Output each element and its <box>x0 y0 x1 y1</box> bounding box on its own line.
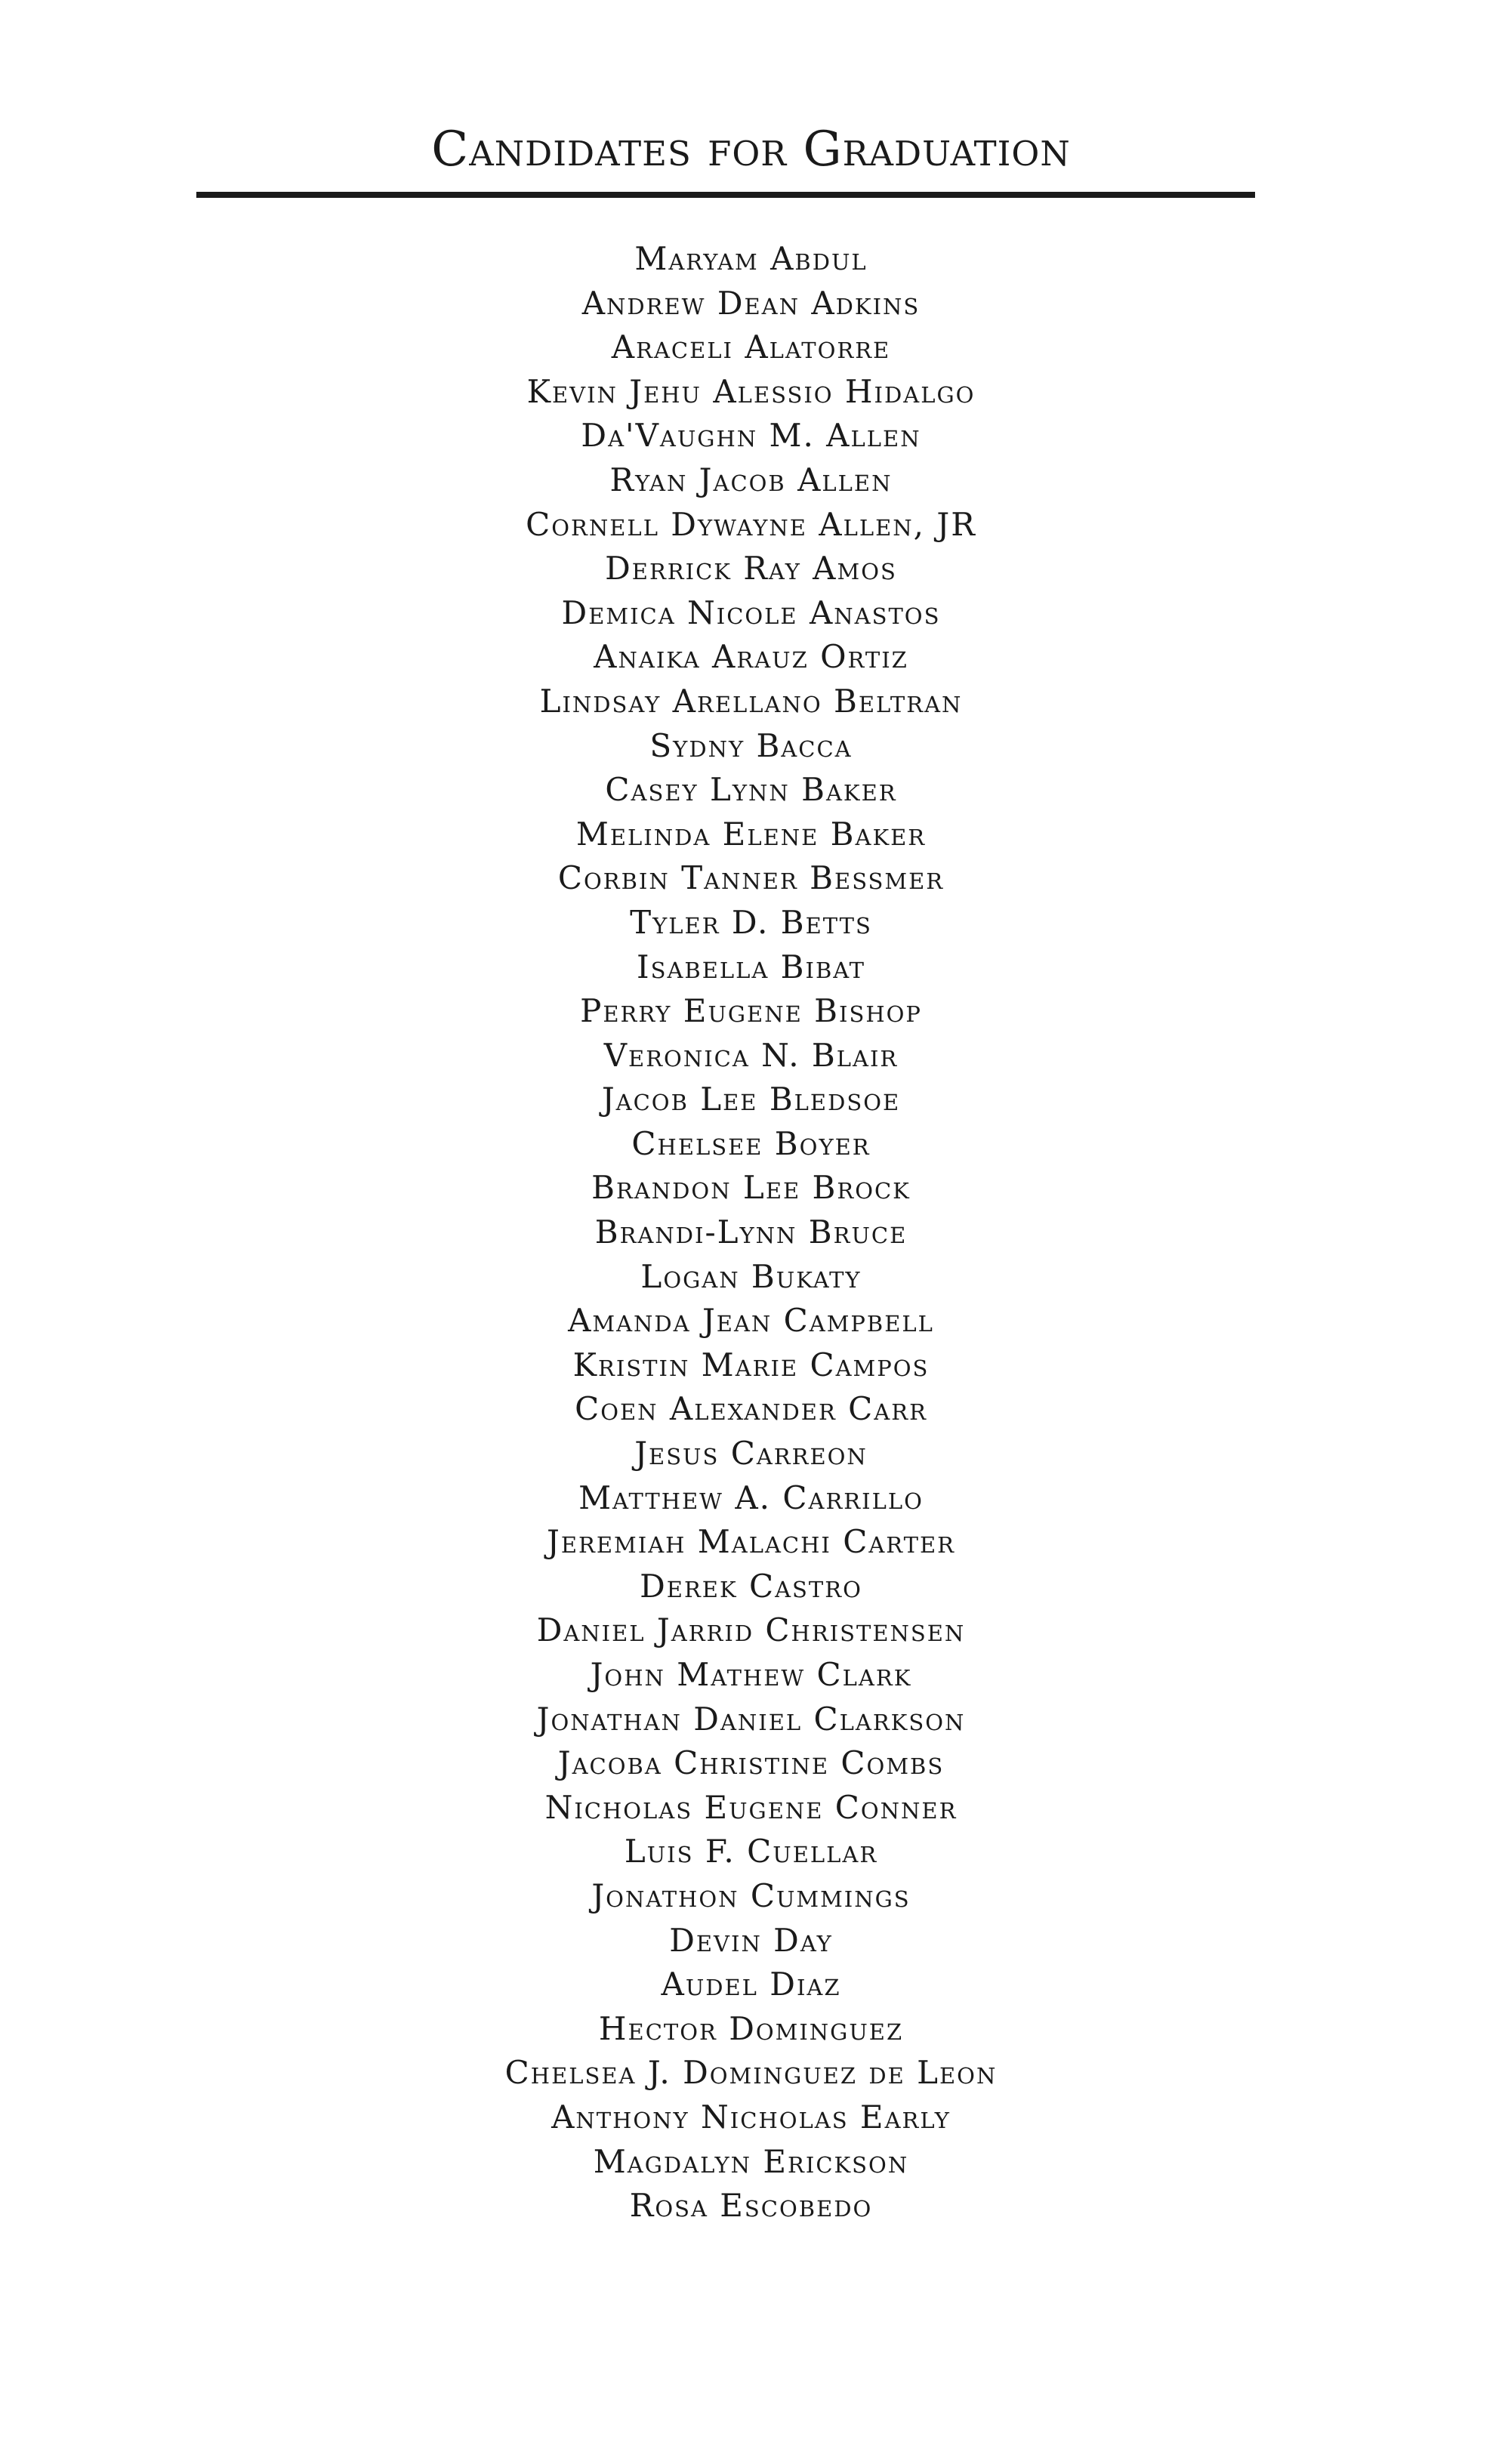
candidate-name: Kristin Marie Campos <box>572 1346 930 1383</box>
candidate-name: Veronica N. Blair <box>603 1036 899 1074</box>
candidate-name: Brandi-Lynn Bruce <box>594 1213 908 1251</box>
candidate-name: Jacob Lee Bledsoe <box>601 1081 901 1118</box>
candidate-name: John Mathew Clark <box>590 1656 912 1693</box>
candidate-name: Luis F. Cuellar <box>624 1833 878 1870</box>
candidate-name: Derek Castro <box>640 1567 862 1605</box>
candidate-name: Corbin Tanner Bessmer <box>557 859 945 897</box>
candidate-name: Logan Bukaty <box>640 1257 862 1295</box>
candidate-name: Audel Diaz <box>661 1966 841 2003</box>
candidate-name: Brandon Lee Brock <box>591 1169 911 1207</box>
candidate-name: Jesus Carreon <box>634 1435 868 1473</box>
candidate-name: Perry Eugene Bishop <box>580 992 922 1030</box>
candidate-name: Maryam Abdul <box>634 240 868 277</box>
candidate-name: Demica Nicole Anastos <box>561 594 941 631</box>
page-title: Candidates for Graduation <box>431 122 1071 177</box>
candidate-name: Casey Lynn Baker <box>605 771 897 809</box>
candidate-name: Anthony Nicholas Early <box>551 2098 951 2136</box>
title-divider <box>196 192 1255 198</box>
candidate-name: Melinda Elene Baker <box>575 815 927 853</box>
candidate-name: Amanda Jean Campbell <box>568 1302 934 1340</box>
candidate-name: Jonathan Daniel Clarkson <box>536 1700 966 1738</box>
candidate-name: Chelsea J. Dominguez de Leon <box>504 2054 998 2092</box>
candidate-name: Matthew A. Carrillo <box>578 1479 924 1516</box>
candidate-name: Andrew Dean Adkins <box>581 284 921 322</box>
candidate-name: Nicholas Eugene Conner <box>544 1788 958 1826</box>
candidate-name: Isabella Bibat <box>636 948 866 985</box>
candidate-name: Jonathon Cummings <box>591 1877 911 1914</box>
candidate-name: Chelsee Boyer <box>631 1124 871 1162</box>
candidate-name: Sydny Bacca <box>649 726 853 764</box>
candidate-name: Hector Dominguez <box>598 2009 904 2047</box>
candidate-name: Coen Alexander Carr <box>575 1390 927 1428</box>
candidate-name: Cornell Dywayne Allen, JR <box>526 505 976 543</box>
candidate-name: Araceli Alatorre <box>611 328 891 366</box>
candidate-name: Rosa Escobedo <box>629 2187 873 2225</box>
candidate-name: Da'Vaughn M. Allen <box>581 417 921 455</box>
candidate-name: Jacoba Christine Combs <box>557 1744 945 1782</box>
candidate-name: Anaika Arauz Ortiz <box>594 638 908 676</box>
candidate-name: Jeremiah Malachi Carter <box>547 1523 955 1561</box>
candidate-name: Magdalyn Erickson <box>593 2142 909 2180</box>
candidate-name: Derrick Ray Amos <box>605 550 897 587</box>
candidate-name: Tyler D. Betts <box>630 903 872 941</box>
candidate-name: Lindsay Arellano Beltran <box>539 682 963 720</box>
candidate-name: Kevin Jehu Alessio Hidalgo <box>526 372 976 410</box>
candidate-name: Ryan Jacob Allen <box>609 461 893 498</box>
candidate-name: Daniel Jarrid Christensen <box>536 1611 966 1649</box>
candidate-name: Devin Day <box>669 1921 833 1959</box>
candidate-list <box>0 237 1502 2228</box>
